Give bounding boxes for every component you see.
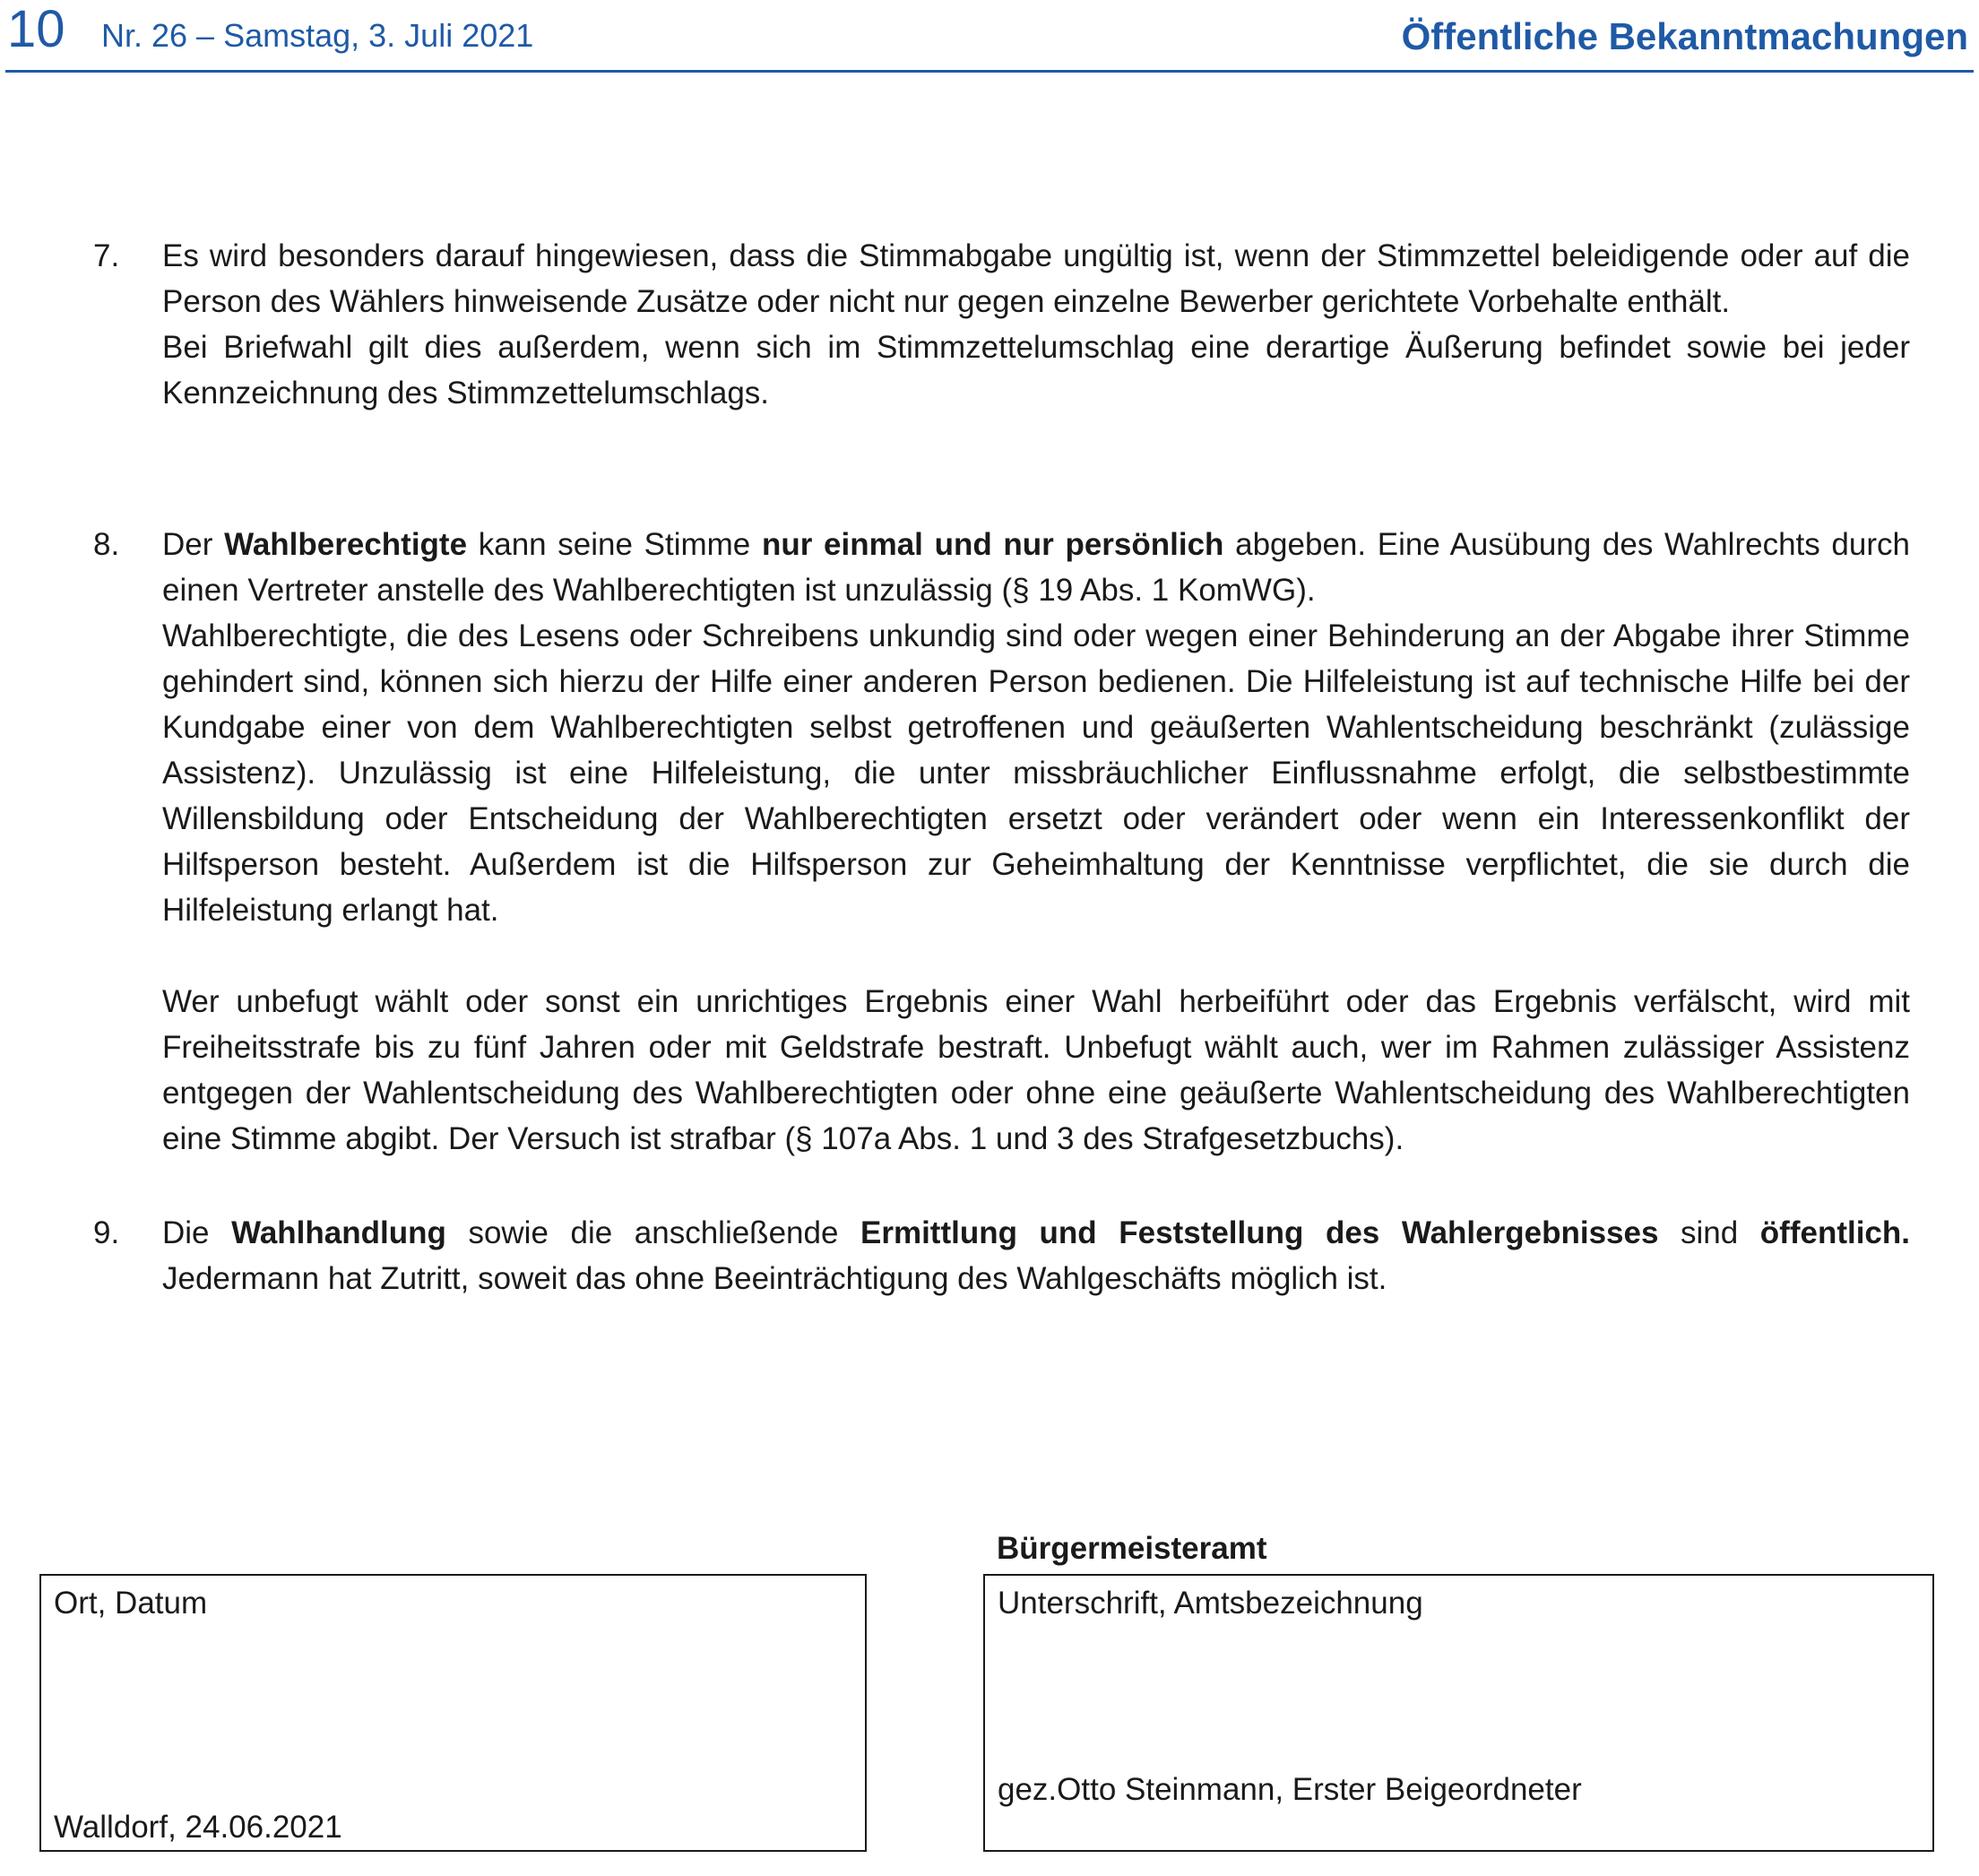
page-number: 10 <box>7 0 65 58</box>
text-run: sowie die anschließende <box>445 1215 860 1250</box>
item-text <box>162 522 1910 1162</box>
text-run: abgeben. Eine Ausübung des Wahlrechts durch einen Vertreter anstelle des Wahlberechtigten ist unzulässig (§ 19 Abs. 1 KomWG). <box>162 527 1910 608</box>
paragraph <box>162 522 1910 613</box>
bold-text: öffentlich. <box>1759 1215 1911 1250</box>
place-date-label: Ort, Datum <box>54 1586 208 1621</box>
text-run: Wahlberechtigte, die des Lesens oder Schreibens unkundig sind oder wegen einer Behinderung an der Abgabe ihrer Stimme gehindert sind, können sich hierzu der Hilfe einer anderen Person bedienen. Die Hilfeleistung ist auf technische Hilfe bei der Kundgabe einer von dem Wahlberechtigten selbst getroffenen und geäußerten Wahlentscheidung beschränkt (zulässige Assistenz). Unzulässig ist eine Hilfeleistung, die unter missbräuchlicher Einflussnahme erfolgt, die selbstbestimmte Willensbildung oder Entscheidung der Wahlberechtigten ersetzt oder verändert oder wenn ein Interessenkonflikt der Hilfsperson besteht. Außerdem ist die Hilfsperson zur Geheimhaltung der Kenntnisse verpflichtet, die sie durch die Hilfeleistung erlangt hat. <box>162 618 1910 928</box>
paragraph <box>162 233 1910 324</box>
text-run: kann seine Stimme <box>467 527 762 562</box>
bold-text: Wahlhandlung <box>231 1215 446 1250</box>
item-number: 7. <box>93 238 120 273</box>
bold-text: nur einmal und nur persönlich <box>761 527 1224 562</box>
signature-label: Unterschrift, Amtsbezeichnung <box>998 1586 1423 1621</box>
item-text <box>162 233 1910 416</box>
text-run: Die <box>162 1215 232 1250</box>
text-run: sind <box>1658 1215 1760 1250</box>
signature-box <box>983 1574 1934 1852</box>
text-run: Wer unbefugt wählt oder sonst ein unrichtiges Ergebnis einer Wahl herbeiführt oder das Ergebnis verfälscht, wird mit Freiheitsstrafe bis zu fünf Jahren oder mit Geldstrafe bestraft. Unbefugt wählt auch, wer im Rahmen zulässiger Assistenz entgegen der Wahlentscheidung des Wahlberechtigten oder ohne eine geäußerte Wahlentscheidung des Wahlberechtigten eine Stimme abgibt. Der Versuch ist strafbar (§ 107a Abs. 1 und 3 des Strafgesetzbuchs). <box>162 984 1910 1156</box>
header-rule <box>5 70 1974 73</box>
place-date-value: Walldorf, 24.06.2021 <box>54 1810 342 1845</box>
text-run: Jedermann hat Zutritt, soweit das ohne Beeinträchtigung des Wahlgeschäfts möglich ist. <box>162 1261 1387 1296</box>
paragraph <box>162 1210 1910 1301</box>
section-title: Öffentliche Bekanntmachungen <box>1401 15 1968 57</box>
place-date-box <box>39 1574 867 1852</box>
text-run: Der <box>162 527 225 562</box>
bold-text: Ermittlung und Feststellung des Wahlergebnisses <box>860 1215 1659 1250</box>
text-run: Es wird besonders darauf hingewiesen, dass die Stimmabgabe ungültig ist, wenn der Stimmzettel beleidigende oder auf die Person des Wählers hinweisende Zusätze oder nicht nur gegen einzelne Bewerber gerichtete Vorbehalte enthält. <box>162 238 1910 319</box>
item-number: 9. <box>93 1215 120 1250</box>
item-number: 8. <box>93 527 120 562</box>
paragraph <box>162 979 1910 1162</box>
office-label: Bürgermeisteramt <box>997 1531 1267 1566</box>
bold-text: Wahlberechtigte <box>224 527 468 562</box>
paragraph <box>162 613 1910 933</box>
text-run: Bei Briefwahl gilt dies außerdem, wenn sich im Stimmzettelumschlag eine derartige Äußerung befindet sowie bei jeder Kennzeichnung des Stimmzettelumschlags. <box>162 330 1910 411</box>
issue-line: Nr. 26 – Samstag, 3. Juli 2021 <box>101 17 534 54</box>
paragraph <box>162 324 1910 416</box>
item-text <box>162 1210 1910 1301</box>
signature-value: gez.Otto Steinmann, Erster Beigeordneter <box>998 1772 1582 1807</box>
